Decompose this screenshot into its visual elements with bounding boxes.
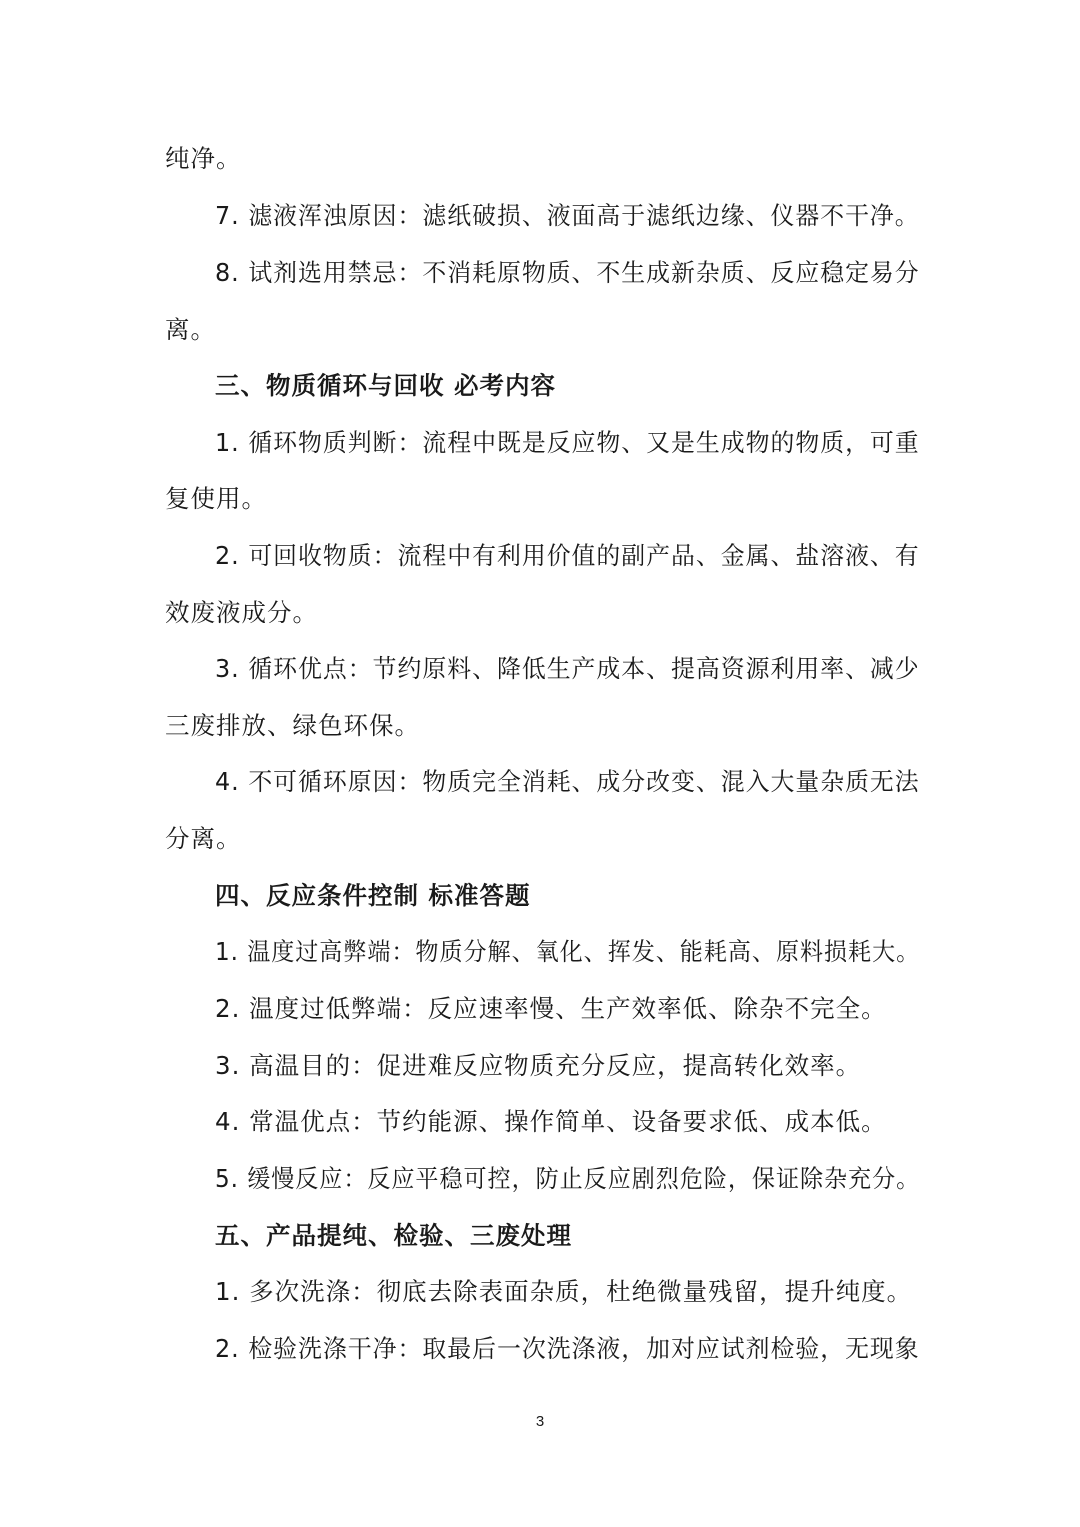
paragraph-line: 分离。	[165, 824, 242, 853]
page-number: 3	[535, 1413, 545, 1430]
list-item: 3. 循环优点：节约原料、降低生产成本、提高资源利用率、减少	[215, 654, 920, 683]
list-item: 1. 温度过高弊端：物质分解、氧化、挥发、能耗高、原料损耗大。	[215, 937, 921, 966]
list-item: 2. 温度过低弊端：反应速率慢、生产效率低、除杂不完全。	[215, 994, 887, 1023]
section-heading: 三、物质循环与回收 必考内容	[215, 371, 557, 400]
list-item: 1. 循环物质判断：流程中既是反应物、又是生成物的物质，可重	[215, 428, 920, 457]
list-item: 5. 缓慢反应：反应平稳可控，防止反应剧烈危险，保证除杂充分。	[215, 1164, 921, 1193]
list-item: 1. 多次洗涤：彻底去除表面杂质，杜绝微量残留，提升纯度。	[215, 1277, 913, 1306]
list-item: 3. 高温目的：促进难反应物质充分反应，提高转化效率。	[215, 1051, 862, 1080]
list-item: 4. 不可循环原因：物质完全消耗、成分改变、混入大量杂质无法	[215, 767, 920, 796]
list-item: 2. 检验洗涤干净：取最后一次洗涤液，加对应试剂检验，无现象	[215, 1334, 920, 1363]
list-item: 4. 常温优点：节约能源、操作简单、设备要求低、成本低。	[215, 1107, 887, 1136]
section-heading: 四、反应条件控制 标准答题	[215, 881, 531, 910]
paragraph-line: 复使用。	[165, 484, 267, 513]
list-item: 2. 可回收物质：流程中有利用价值的副产品、金属、盐溶液、有	[215, 541, 920, 570]
paragraph-line: 纯净。	[165, 144, 242, 173]
paragraph-line: 离。	[165, 315, 216, 344]
list-item: 7. 滤液浑浊原因：滤纸破损、液面高于滤纸边缘、仪器不干净。	[215, 201, 920, 230]
section-heading: 五、产品提纯、检验、三废处理	[215, 1221, 572, 1250]
paragraph-line: 三废排放、绿色环保。	[165, 711, 420, 740]
paragraph-line: 效废液成分。	[165, 598, 318, 627]
list-item: 8. 试剂选用禁忌：不消耗原物质、不生成新杂质、反应稳定易分	[215, 258, 920, 287]
